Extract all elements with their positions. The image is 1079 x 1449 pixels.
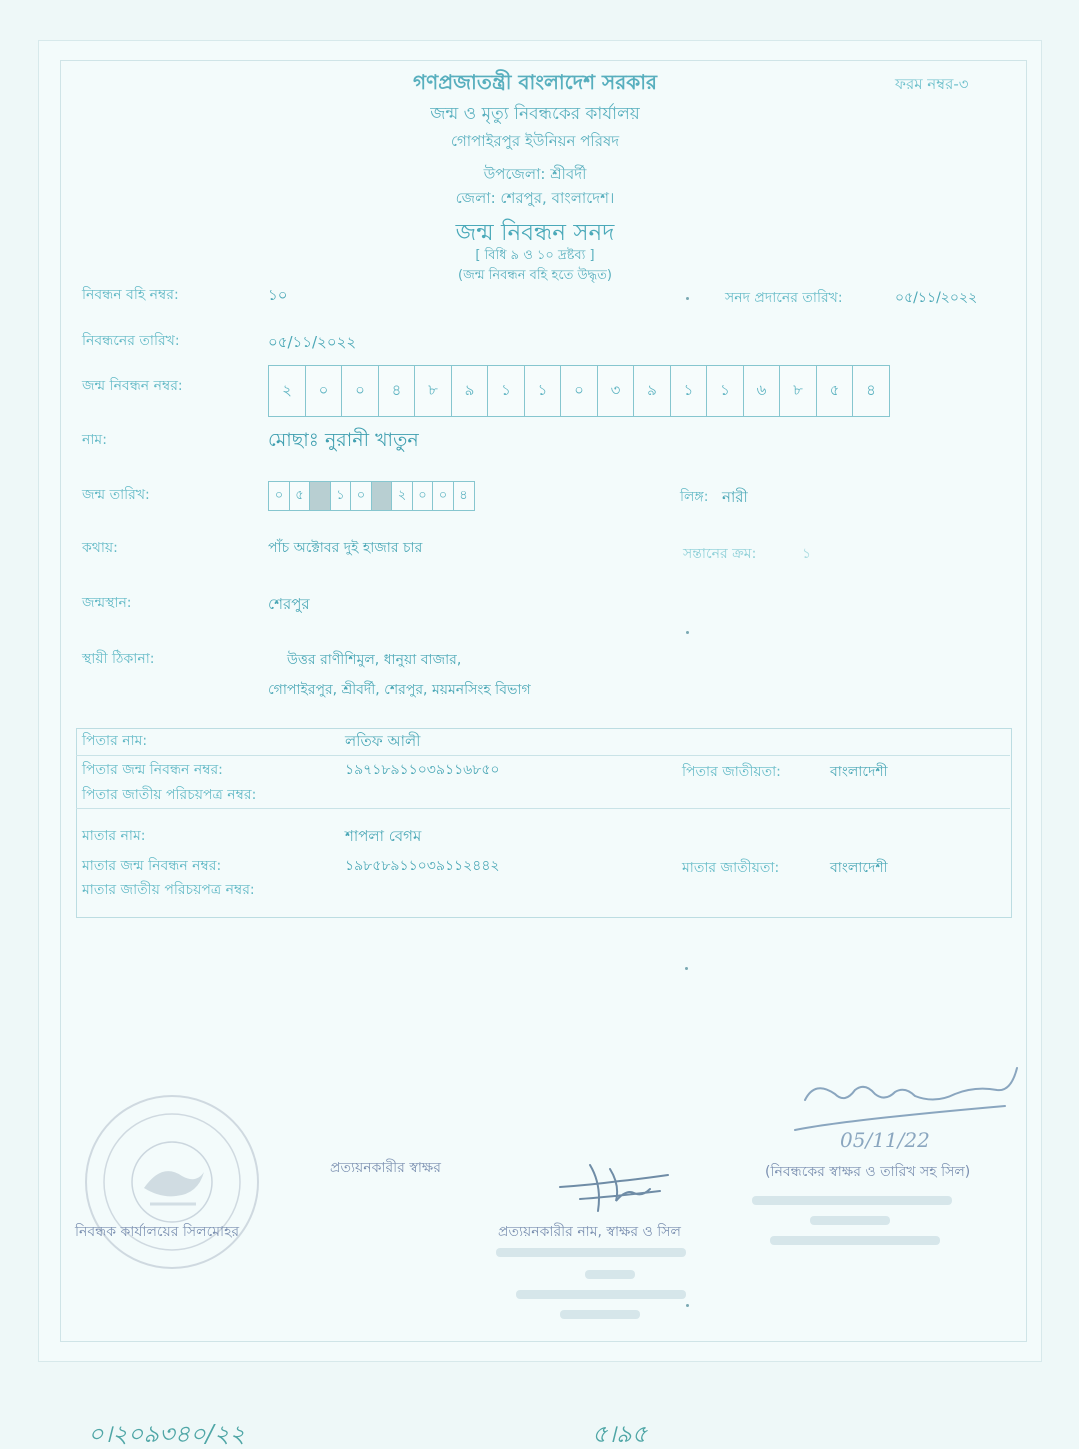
father-name-label: পিতার নাম: bbox=[82, 733, 148, 749]
birthplace-value: শেরপুর bbox=[268, 595, 310, 613]
birth-date-digit: ২ bbox=[391, 481, 413, 511]
father-brn-value: ১৯৭১৮৯১১০৩৯১১৬৮৫০ bbox=[345, 762, 500, 778]
birth-order-label: সন্তানের ক্রম: bbox=[683, 546, 757, 562]
registration-number-digit: ১ bbox=[670, 365, 708, 417]
name-label: নাম: bbox=[82, 432, 107, 448]
registration-number-digit: ০ bbox=[305, 365, 343, 417]
issue-date-value: ০৫/১১/২০২২ bbox=[895, 290, 978, 306]
registration-number-digit: ১ bbox=[524, 365, 562, 417]
register-book-value: ১০ bbox=[268, 286, 288, 304]
birth-date-digit: ০ bbox=[268, 481, 290, 511]
registration-date-label: নিবন্ধনের তারিখ: bbox=[82, 333, 180, 349]
birth-order-value: ১ bbox=[802, 546, 812, 562]
office-seal-stamp bbox=[72, 1092, 272, 1272]
registration-number-digit: ৫ bbox=[816, 365, 854, 417]
attester-signature-label: প্রত্যয়নকারীর স্বাক্ষর bbox=[330, 1160, 441, 1176]
registration-date-value: ০৫/১১/২০২২ bbox=[268, 333, 357, 351]
registration-number-boxes bbox=[268, 365, 889, 417]
birth-date-digit: ৫ bbox=[289, 481, 311, 511]
birthplace-label: জন্মস্থান: bbox=[82, 595, 132, 611]
scan-dot bbox=[685, 967, 688, 970]
scan-dot bbox=[686, 631, 689, 634]
stamp-text-line bbox=[516, 1290, 686, 1299]
district-line: জেলা: শেরপুর, বাংলাদেশ। bbox=[455, 189, 615, 207]
office-seal-label: নিবন্ধক কার্যালয়ের সিলমোহর bbox=[75, 1224, 240, 1240]
registration-number-digit: ০ bbox=[560, 365, 598, 417]
government-heading: গণপ্রজাতন্ত্রী বাংলাদেশ সরকার bbox=[413, 70, 657, 94]
stamp-text-line bbox=[585, 1270, 635, 1279]
in-words-value: পাঁচ অক্টোবর দুই হাজার চার bbox=[268, 540, 423, 556]
upazila-line: উপজেলা: শ্রীবর্দী bbox=[483, 165, 587, 183]
registration-number-digit: ৮ bbox=[414, 365, 452, 417]
birth-date-digit: ০ bbox=[412, 481, 434, 511]
handwritten-reference-right: ৫।৯৫ bbox=[592, 1420, 648, 1448]
birth-date-label: জন্ম তারিখ: bbox=[82, 487, 150, 503]
office-heading: জন্ম ও মৃত্যু নিবন্ধকের কার্যালয় bbox=[430, 104, 640, 124]
permanent-address-line1: উত্তর রাণীশিমুল, ধানুয়া বাজার, bbox=[287, 652, 462, 668]
birth-date-digit: ১ bbox=[330, 481, 352, 511]
stamp-text-line bbox=[496, 1248, 686, 1257]
scan-dot bbox=[686, 1304, 689, 1307]
divider bbox=[76, 808, 1010, 809]
registration-number-digit: ১ bbox=[487, 365, 525, 417]
father-nationality-value: বাংলাদেশী bbox=[830, 764, 888, 780]
register-book-label: নিবন্ধন বহি নম্বর: bbox=[82, 287, 179, 303]
scan-dot bbox=[686, 297, 689, 300]
father-nationality-label: পিতার জাতীয়তা: bbox=[682, 764, 781, 780]
registration-number-digit: ৮ bbox=[779, 365, 817, 417]
registration-number-digit: ৯ bbox=[451, 365, 489, 417]
birth-date-digit: ০ bbox=[350, 481, 372, 511]
stamp-text-line bbox=[810, 1216, 890, 1225]
name-value: মোছাঃ নুরানী খাতুন bbox=[268, 429, 419, 451]
mother-nid-label: মাতার জাতীয় পরিচয়পত্র নম্বর: bbox=[82, 882, 255, 898]
birth-date-separator bbox=[371, 481, 393, 511]
mother-nationality-label: মাতার জাতীয়তা: bbox=[682, 860, 780, 876]
gender-value: নারী bbox=[722, 488, 748, 506]
union-heading: গোপাইরপুর ইউনিয়ন পরিষদ bbox=[450, 132, 620, 150]
issue-date-label: সনদ প্রদানের তারিখ: bbox=[725, 290, 843, 306]
mother-name-value: শাপলা বেগম bbox=[345, 827, 422, 845]
mother-brn-value: ১৯৮৫৮৯১১০৩৯১১২৪৪২ bbox=[345, 858, 500, 874]
handwritten-reference-left: ০।২০৯৩৪০/২২ bbox=[88, 1420, 246, 1448]
registration-number-digit: ৬ bbox=[743, 365, 781, 417]
registration-number-digit: ৩ bbox=[597, 365, 635, 417]
permanent-address-line2: গোপাইরপুর, শ্রীবর্দী, শেরপুর, ময়মনসিংহ বিভাগ bbox=[268, 682, 531, 698]
attester-name-label: প্রত্যয়নকারীর নাম, স্বাক্ষর ও সিল bbox=[498, 1224, 681, 1240]
mother-brn-label: মাতার জন্ম নিবন্ধন নম্বর: bbox=[82, 858, 222, 874]
stamp-text-line bbox=[752, 1196, 952, 1205]
attester-signature bbox=[550, 1155, 680, 1225]
source-note: (জন্ম নিবন্ধন বহি হতে উদ্ধৃত) bbox=[458, 268, 612, 283]
stamp-text-line bbox=[560, 1310, 640, 1319]
in-words-label: কথায়: bbox=[82, 540, 118, 556]
birth-date-separator bbox=[309, 481, 331, 511]
registration-number-digit: ৪ bbox=[378, 365, 416, 417]
mother-nationality-value: বাংলাদেশী bbox=[830, 860, 888, 876]
permanent-address-label: স্থায়ী ঠিকানা: bbox=[82, 651, 155, 667]
father-brn-label: পিতার জন্ম নিবন্ধন নম্বর: bbox=[82, 762, 223, 778]
father-name-value: লতিফ আলী bbox=[345, 732, 421, 750]
rule-reference: [ বিধি ৯ ও ১০ দ্রষ্টব্য ] bbox=[475, 248, 595, 263]
stamp-text-line bbox=[770, 1236, 940, 1245]
certificate-title: জন্ম নিবন্ধন সনদ bbox=[455, 220, 615, 246]
father-nid-label: পিতার জাতীয় পরিচয়পত্র নম্বর: bbox=[82, 787, 257, 803]
mother-name-label: মাতার নাম: bbox=[82, 828, 146, 844]
registration-number-label: জন্ম নিবন্ধন নম্বর: bbox=[82, 378, 183, 394]
birth-date-digit: ০ bbox=[432, 481, 454, 511]
divider bbox=[76, 755, 1010, 756]
registration-number-digit: ১ bbox=[706, 365, 744, 417]
form-number: ফরম নম্বর-৩ bbox=[895, 75, 969, 93]
registration-number-digit: ৪ bbox=[852, 365, 890, 417]
registration-number-digit: ০ bbox=[341, 365, 379, 417]
gender-label: লিঙ্গ: bbox=[680, 489, 709, 505]
registration-number-digit: ২ bbox=[268, 365, 306, 417]
registration-number-digit: ৯ bbox=[633, 365, 671, 417]
birth-date-digit: ৪ bbox=[453, 481, 475, 511]
registrar-date-handwritten: 05/11/22 bbox=[840, 1128, 930, 1152]
birth-date-boxes bbox=[268, 481, 473, 511]
registrar-label: (নিবন্ধকের স্বাক্ষর ও তারিখ সহ সিল) bbox=[765, 1164, 971, 1180]
